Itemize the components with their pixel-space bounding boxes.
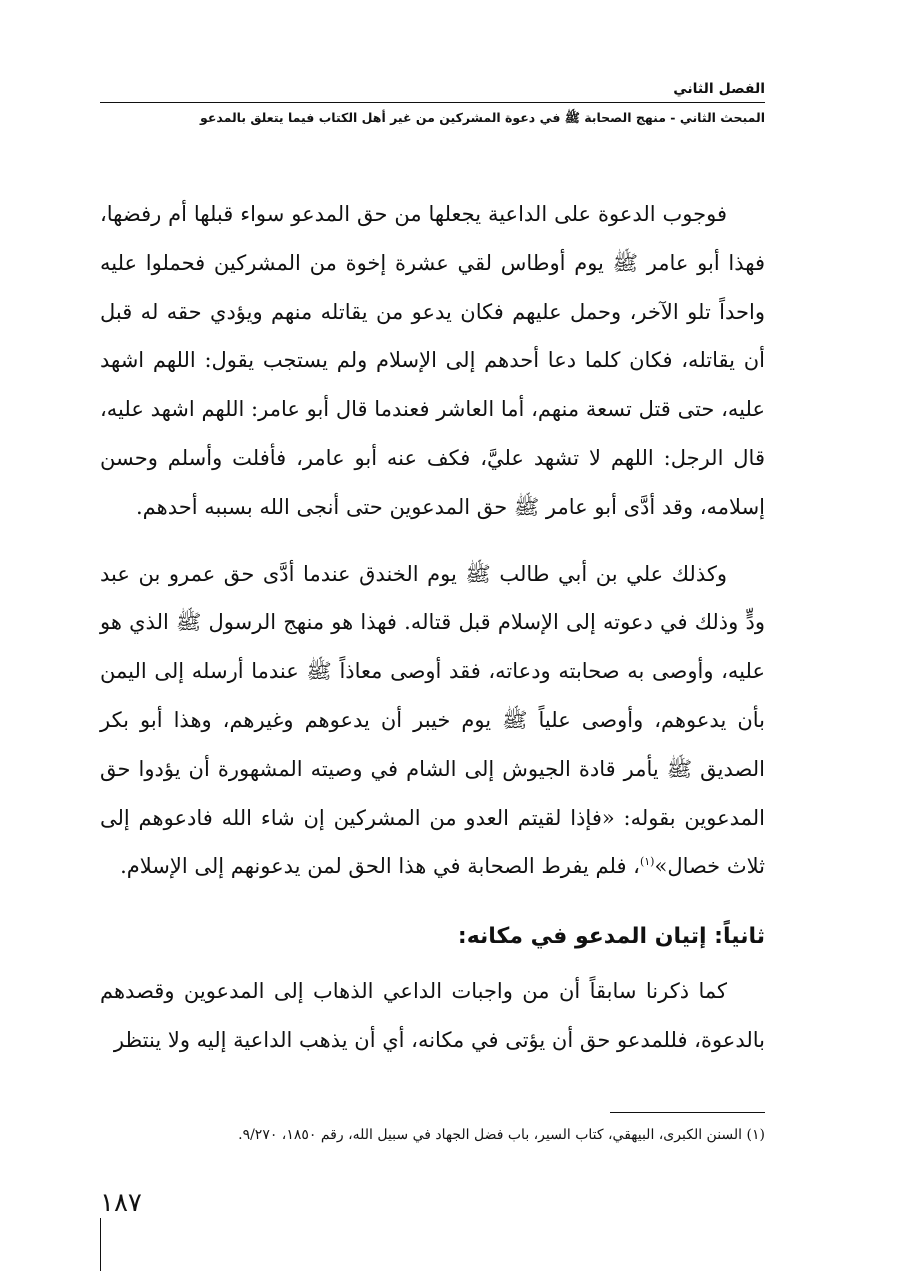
page-number: ١٨٧ — [100, 1188, 142, 1218]
section-subheading: ثانياً: إتيان المدعو في مكانه: — [457, 924, 765, 950]
chapter-title: الفصل الثاني — [673, 81, 765, 97]
page-header — [100, 78, 765, 129]
paragraph-1: فوجوب الدعوة على الداعية يجعلها من حق المدعو سواء قبلها أم رفضها، فهذا أبو عامر ﷺ يوم أوطاس لقي عشرة إخوة من المشركين فحملوا عليه واحداً تلو الآخر، وحمل عليهم فكان يدعو من يقاتله منهم ويؤدي حقه له قبل أن يقاتله، فكان كلما دعا أحدهم إلى الإسلام ولم يستجب يقول: اللهم اشهد عليه، حتى قتل تسعة منهم، أما العاشر فعندما قال أبو عامر: اللهم اشهد عليه، قال الرجل: اللهم لا تشهد عليَّ، فكف عنه أبو عامر، فأفلت وأسلم وحسن إسلامه، وقد أدَّى أبو عامر ﷺ حق المدعوين حتى أنجى الله بسببه أحدهم. — [100, 202, 765, 519]
paragraph-2-main: وكذلك علي بن أبي طالب ﷺ يوم الخندق عندما أدَّى حق عمرو بن عبد ودٍّ وذلك في دعوته إلى الإسلام قبل قتاله. فهذا هو منهج الرسول ﷺ الذي هو عليه، وأوصى به صحابته ودعاته، فقد أوصى معاذاً ﷺ عندما أرسله إلى اليمن بأن يدعوهم، وأوصى علياً ﷺ يوم خيبر أن يدعوهم وغيرهم، وهذا أبو بكر الصديق ﷺ يأمر قادة الجيوش إلى الشام في وصيته المشهورة أن يؤدوا حق المدعوين بقوله: «فإذا لقيتم العدو من المشركين إن شاء الله فادعوهم إلى ثلاث خصال» — [100, 561, 765, 879]
section-title: المبحث الثاني - منهج الصحابة ﷺ في دعوة المشركين من غير أهل الكتاب فيما يتعلق بالمدعو — [200, 110, 765, 125]
paragraph-3: كما ذكرنا سابقاً أن من واجبات الداعي الذهاب إلى المدعوين وقصدهم بالدعوة، فللمدعو حق أن يؤتى في مكانه، أي أن يذهب الداعية إليه ولا ينتظر — [100, 979, 765, 1052]
footnote-reference[interactable]: (١) — [639, 855, 655, 869]
paragraph-2 — [100, 550, 765, 892]
page-number-rule — [100, 1218, 101, 1271]
footnote-divider — [610, 1112, 765, 1113]
body-text — [100, 190, 765, 1065]
header-divider — [100, 102, 765, 103]
footnote: (١) السنن الكبرى، البيهقي، كتاب السير، باب فضل الجهاد في سبيل الله، رقم ١٨٥٠، ٩/٢٧٠. — [238, 1127, 765, 1143]
paragraph-2-tail: ، فلم يفرط الصحابة في هذا الحق لمن يدعونهم إلى الإسلام. — [120, 854, 640, 879]
